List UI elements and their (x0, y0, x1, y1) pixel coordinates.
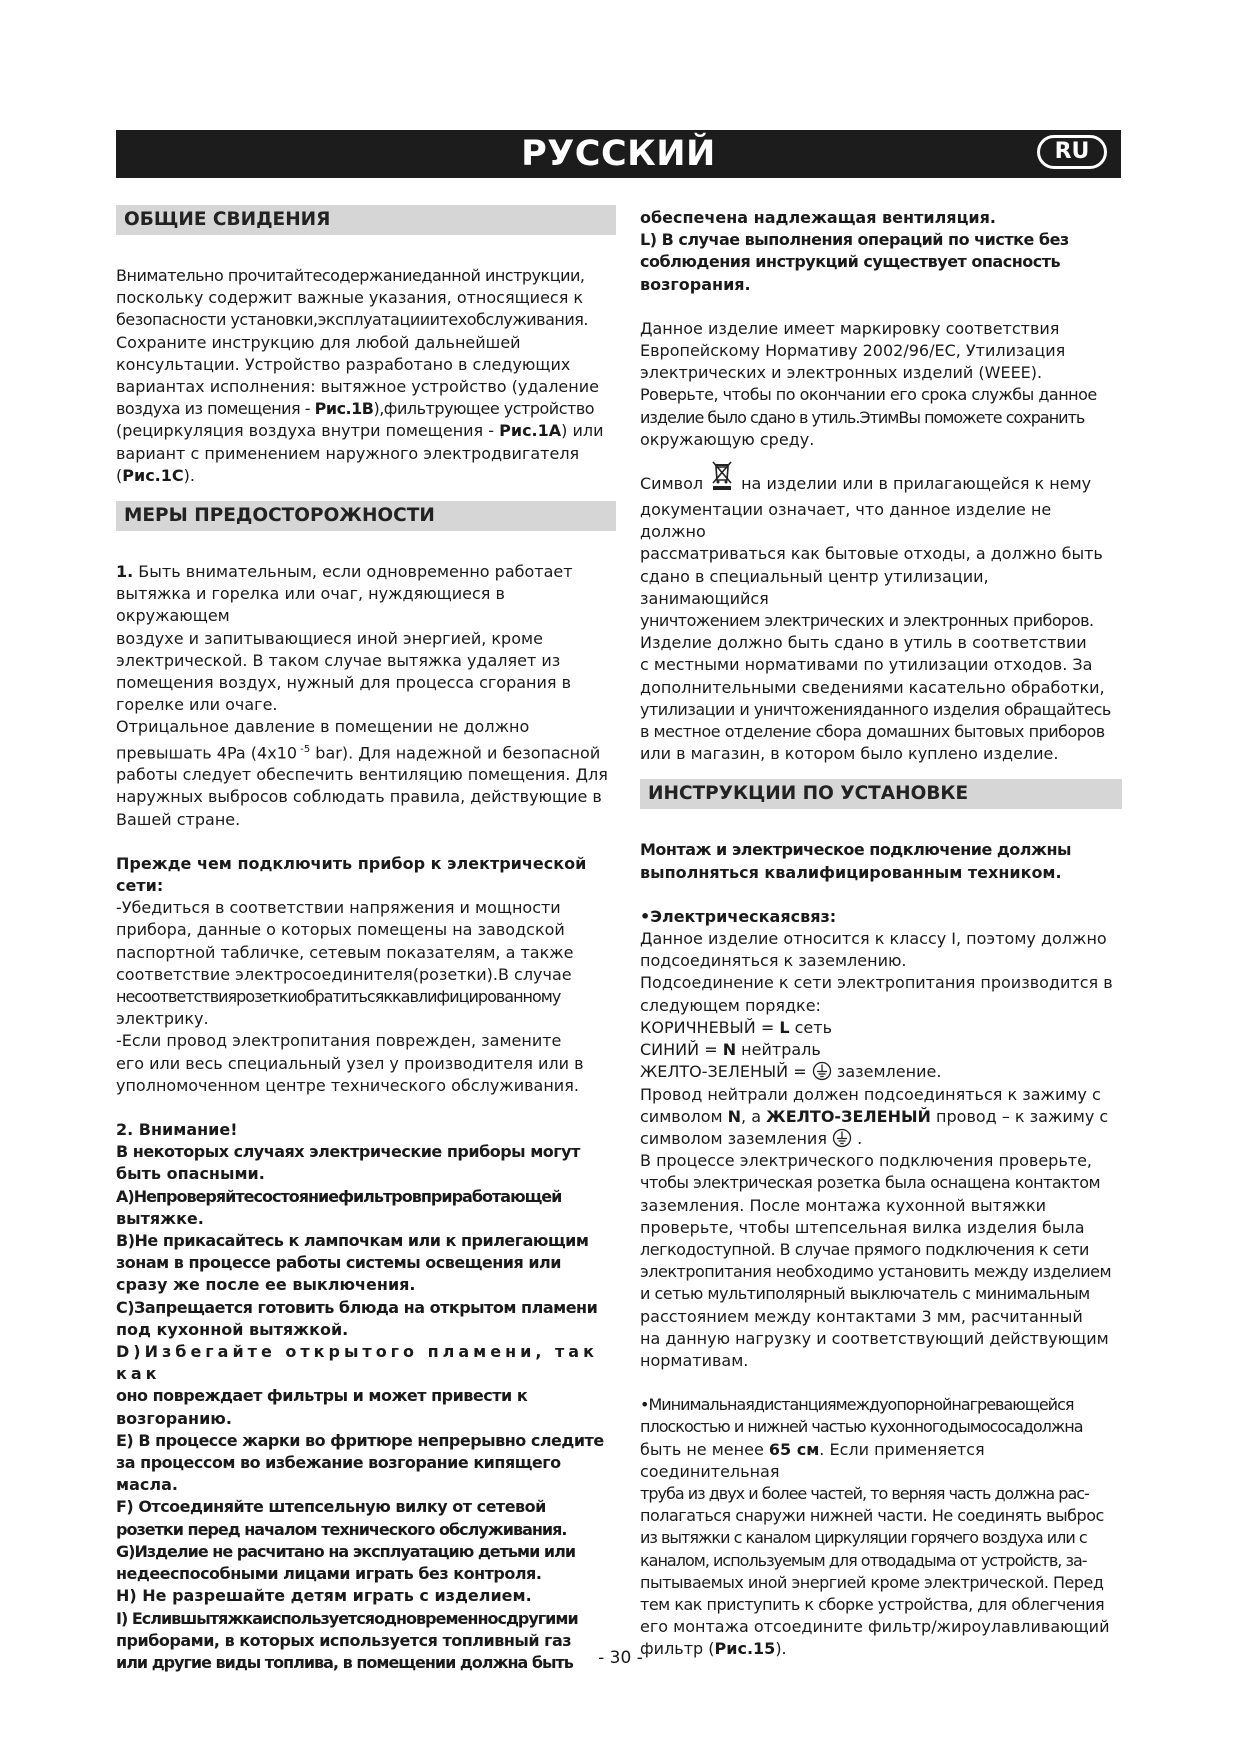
text-line: (Рис.1C). (116, 465, 195, 485)
installation-note (640, 839, 1122, 883)
warning-line: B)Не прикасайтесь к лампочкам или к прилегающим (116, 1231, 589, 1251)
text-line: из вытяжки с каналом циркуляции горячего воздуха или с (640, 1528, 1087, 1548)
text-line: -Убедиться в соответствии напряжения и мощности (116, 898, 561, 918)
text-line: •Минимальнаядистанциямеждуопорнойнагревающейся (640, 1395, 1074, 1415)
warning-line: или другие виды топлива, в помещении должна быть (116, 1652, 573, 1672)
text-line: электрических и электронных изделий (WEEE). (640, 363, 1043, 383)
warning-line: H) Не разрешайте детям играть с изделием. (116, 1586, 532, 1606)
warning-line: G)Изделие не расчитано на эксплуатацию детьми или (116, 1541, 576, 1561)
text-line: Изделие должно быть сдано в утиль в соответствии (640, 633, 1087, 653)
weee-paragraph (640, 318, 1122, 451)
text-line: работы следует обеспечить вентиляцию помещения. Для (116, 765, 608, 785)
text-line: уничтожением электрических и электронных приборов. (640, 611, 1094, 631)
text-line: вытяжка и горелка или очаг, нуждяющиеся в окружающем (116, 584, 505, 626)
language-badge: RU (1037, 135, 1107, 169)
figure-ref: Рис.1B (314, 399, 374, 419)
wire-blue: СИНИЙ = N нейтраль (640, 1040, 821, 1060)
warning-line: недееспособными лицами играть без контроля. (116, 1564, 542, 1584)
text-line: наружных выбросов соблюдать правила, действующие в (116, 787, 602, 807)
text-line: 1. Быть внимательным, если одновременно работает (116, 562, 573, 582)
text-line: на данную нагрузку и соответствующий действующим (640, 1328, 1109, 1348)
language-header-bar (116, 130, 1121, 178)
text-line: -Если провод электропитания поврежден, замените (116, 1031, 562, 1051)
text-line: паспортной табличке, сетевым показателям, а также (116, 942, 574, 962)
text-line: уполномоченном центре технического обслуживания. (116, 1075, 579, 1095)
electrical-connection (640, 906, 1122, 1372)
page-title: РУССКИЙ (521, 134, 716, 174)
text-line: каналом, используемым для отводадыма от устройств, за- (640, 1550, 1087, 1570)
text-line: труба из двух и более частей, то верняя часть должна рас- (640, 1483, 1089, 1503)
warning-line: приборами, в которых используется топливный газ (116, 1630, 572, 1650)
figure-ref: Рис.15 (714, 1639, 776, 1659)
text-line: чтобы электрическая розетка была оснащена контактом (640, 1173, 1101, 1193)
page-number: - 30 - (598, 1648, 643, 1668)
ground-icon (832, 1128, 852, 1148)
text-line: рассматриваться как бытовые отходы, а должно быть (640, 544, 1103, 564)
subheading: сети: (116, 876, 164, 895)
warning-line: быть опасными. (116, 1164, 265, 1184)
text-line: тем как приступить к сборке устройства, для облегчения (640, 1594, 1105, 1614)
warning-line: за процессом во избежание возгорание кипящего (116, 1453, 561, 1473)
warning-line: вытяжке. (116, 1208, 204, 1228)
text-line: превышать 4Pa (4x10 $^{-5}$ bar). Для надежной и безопасной (116, 742, 601, 762)
text-line: быть не менее 65 см. Если применяется соединительная (640, 1439, 985, 1481)
warning-line: возгорания. (640, 274, 751, 294)
text-line: символом N, а ЖЕЛТО-ЗЕЛЕНЫЙ провод – к зажиму с (640, 1106, 1109, 1126)
warning-line: обеспечена надлежащая вентиляция. (640, 208, 996, 227)
subheading: •Электрическаясвяз: (640, 906, 837, 926)
text-line: Символ на изделии или в прилагающейся к нему (640, 459, 1122, 499)
warning-line: сразу же после ее выключения. (116, 1275, 416, 1295)
text-line: документации означает, что данное изделие не должно (640, 500, 1052, 542)
precaution-1 (116, 561, 616, 831)
text-line: В процессе электрического подключения проверьте, (640, 1151, 1092, 1171)
warning-line: возгоранию. (116, 1408, 232, 1428)
wire-brown: КОРИЧНЕВЫЙ = L сеть (640, 1017, 833, 1037)
warning-line: оно повреждает фильтры и может привести к (116, 1386, 528, 1406)
symbol-paragraph (640, 459, 1122, 765)
warning-line: A)Непроверяйтесостояниефильтровприработающей (116, 1186, 562, 1206)
text-line: его монтажа отсоедините фильтр/жироулавливающий (640, 1617, 1110, 1637)
text-line: Данное изделие относится к классу I, поэтому должно (640, 929, 1107, 949)
text-line: Вашей стране. (116, 809, 241, 829)
text-line: или в магазин, в котором было куплено изделие. (640, 744, 1059, 764)
text-line: и сетью мультиполярный выключатель с минимальным (640, 1284, 1090, 1304)
text-line: расстоянием между контактами 3 мм, расчитанный (640, 1306, 1083, 1326)
warning-line: 2. Внимание! (116, 1120, 238, 1140)
text-line: плоскостью и нижней частью кухонногодымососадолжна (640, 1417, 1083, 1437)
text-line: Роверьте, чтобы по окончании его срока службы данное (640, 385, 1097, 405)
text-line: Провод нейтрали должен подсоединяться к зажиму с (640, 1084, 1101, 1104)
text-line: пытываемых иной энергией кроме электрической. Перед (640, 1572, 1104, 1592)
right-column (640, 207, 1122, 1661)
text-line: подсоединяться к заземлению. (640, 951, 907, 971)
warning-line: C)Запрещается готовить блюда на открытом пламени (116, 1297, 598, 1317)
warnings-list (116, 1119, 616, 1674)
text-line: вариантах исполнения: вытяжное устройство (удаление (116, 377, 599, 397)
text-line: прибора, данные о которых помещены на заводской (116, 920, 565, 940)
figure-ref: Рис.1C (122, 465, 184, 485)
warning-line: соблюдения инструкций существует опасность (640, 252, 1061, 272)
text-line: в местное отделение сбора домашних бытовых приборов (640, 722, 1105, 742)
ground-icon (812, 1061, 832, 1081)
warning-line: F) Отсоединяйте штепсельную вилку от сетевой (116, 1497, 546, 1517)
wire-yellow-green: ЖЕЛТО-ЗЕЛЕНЫЙ = заземление. (640, 1062, 942, 1082)
text-line: воздуха из помещения - Рис.1B),фильтрующее устройство (116, 399, 595, 419)
text-line: дополнительными сведениями касательно обработки, (640, 677, 1105, 697)
left-column (116, 205, 616, 1674)
text-line: утилизации и уничтоженияданного изделия обращайтесь (640, 699, 1111, 719)
section-heading-installation: ИНСТРУКЦИИ ПО УСТАНОВКЕ (640, 779, 1122, 809)
text-line: несоответствиярозеткиобратитьсяккавлифицированному (116, 987, 561, 1007)
subheading: Прежде чем подключить прибор к электрической (116, 853, 587, 873)
text-line: фильтр (Рис.15). (640, 1639, 787, 1659)
text-line: помещения воздух, нужный для процесса сгорания в (116, 673, 572, 693)
subheading: Монтаж и электрическое подключение должны (640, 840, 1071, 860)
text-line: Европейскому Нормативу 2002/96/EC, Утилизация (640, 341, 1066, 361)
text-line: окружающую среду. (640, 429, 815, 449)
text-line: символом заземления . (640, 1128, 863, 1148)
text-line: Подсоединение к сети электропитания производится в (640, 973, 1113, 993)
text-line: вариант с применением наружного электродвигателя (116, 443, 580, 463)
warning-line: под кухонной вытяжкой. (116, 1319, 349, 1339)
text-line: консультации. Устройство разработано в следующих (116, 354, 571, 374)
warning-line: В некоторых случаях электрические приборы могут (116, 1142, 580, 1162)
warning-line: зонам в процессе работы системы освещения или (116, 1253, 561, 1273)
text-line: Отрицальное давление в помещении не должно (116, 717, 530, 737)
text-line: нормативам. (640, 1350, 749, 1370)
text-line: его или весь специальный узел у производителя или в (116, 1053, 584, 1073)
connection-notes (116, 853, 616, 1097)
text-line: воздухе и запитывающиеся иной энергией, кроме (116, 628, 543, 648)
text-line: электрической. В таком случае вытяжка удаляет из (116, 650, 561, 670)
text-line: безопасности установки,эксплуатацииитехобслуживания. (116, 310, 588, 330)
text-line: электрику. (116, 1009, 209, 1029)
text-line: соответствие электросоединителя(розетки).В случае (116, 964, 572, 984)
text-line: Сохраните инструкцию для любой дальнейшей (116, 332, 521, 352)
crossed-bin-icon (707, 459, 737, 491)
text-line: проверьте, чтобы штепсельная вилка изделия была (640, 1217, 1085, 1237)
text-line: следующем порядке: (640, 995, 821, 1015)
warning-line: I) Еслившытяжкаиспользуетсяодновременносдругими (116, 1608, 578, 1628)
text-line: поскольку содержит важные указания, относящиеся к (116, 288, 584, 308)
text-line: (рециркуляция воздуха внутри помещения - Рис.1A) или (116, 421, 604, 441)
distance-paragraph (640, 1394, 1122, 1660)
text-line: сдано в специальный центр утилизации, занимающийся (640, 566, 989, 608)
text-line: Внимательно прочитайтесодержаниеданной инструкции, (116, 266, 585, 285)
warning-line: L) В случае выполнения операций по чистке без (640, 230, 1069, 250)
warning-line: E) В процессе жарки во фритюре непрерывно следите (116, 1430, 604, 1450)
warning-line: розетки перед началом технического обслуживания. (116, 1519, 567, 1539)
section-heading-precautions: МЕРЫ ПРЕДОСТОРОЖНОСТИ (116, 501, 616, 531)
text-line: полагаться снаружи нижней части. Не соединять выброс (640, 1506, 1104, 1526)
warning-line: D)Избегайте открытого пламени, так как (116, 1342, 598, 1384)
text-line: горелке или очаге. (116, 695, 278, 715)
text-line: заземления. После монтажа кухонной вытяжки (640, 1195, 1047, 1215)
subheading: выполняться квалифицированным техником. (640, 862, 1062, 882)
figure-ref: Рис.1A (499, 421, 562, 441)
section-heading-general: ОБЩИЕ СВИДЕНИЯ (116, 205, 616, 235)
warnings-continued (640, 207, 1122, 296)
text-line: легкодоступной. В случае прямого подключения к сети (640, 1239, 1089, 1259)
text-line: изделие было сдано в утиль.ЭтимВы поможете сохранить (640, 407, 1085, 427)
text-line: Данное изделие имеет маркировку соответствия (640, 318, 1060, 338)
text-line: с местными нормативами по утилизации отходов. За (640, 655, 1093, 675)
warning-line: масла. (116, 1475, 178, 1495)
general-paragraph (116, 265, 616, 487)
text-line: электропитания необходимо установить между изделием (640, 1262, 1112, 1282)
